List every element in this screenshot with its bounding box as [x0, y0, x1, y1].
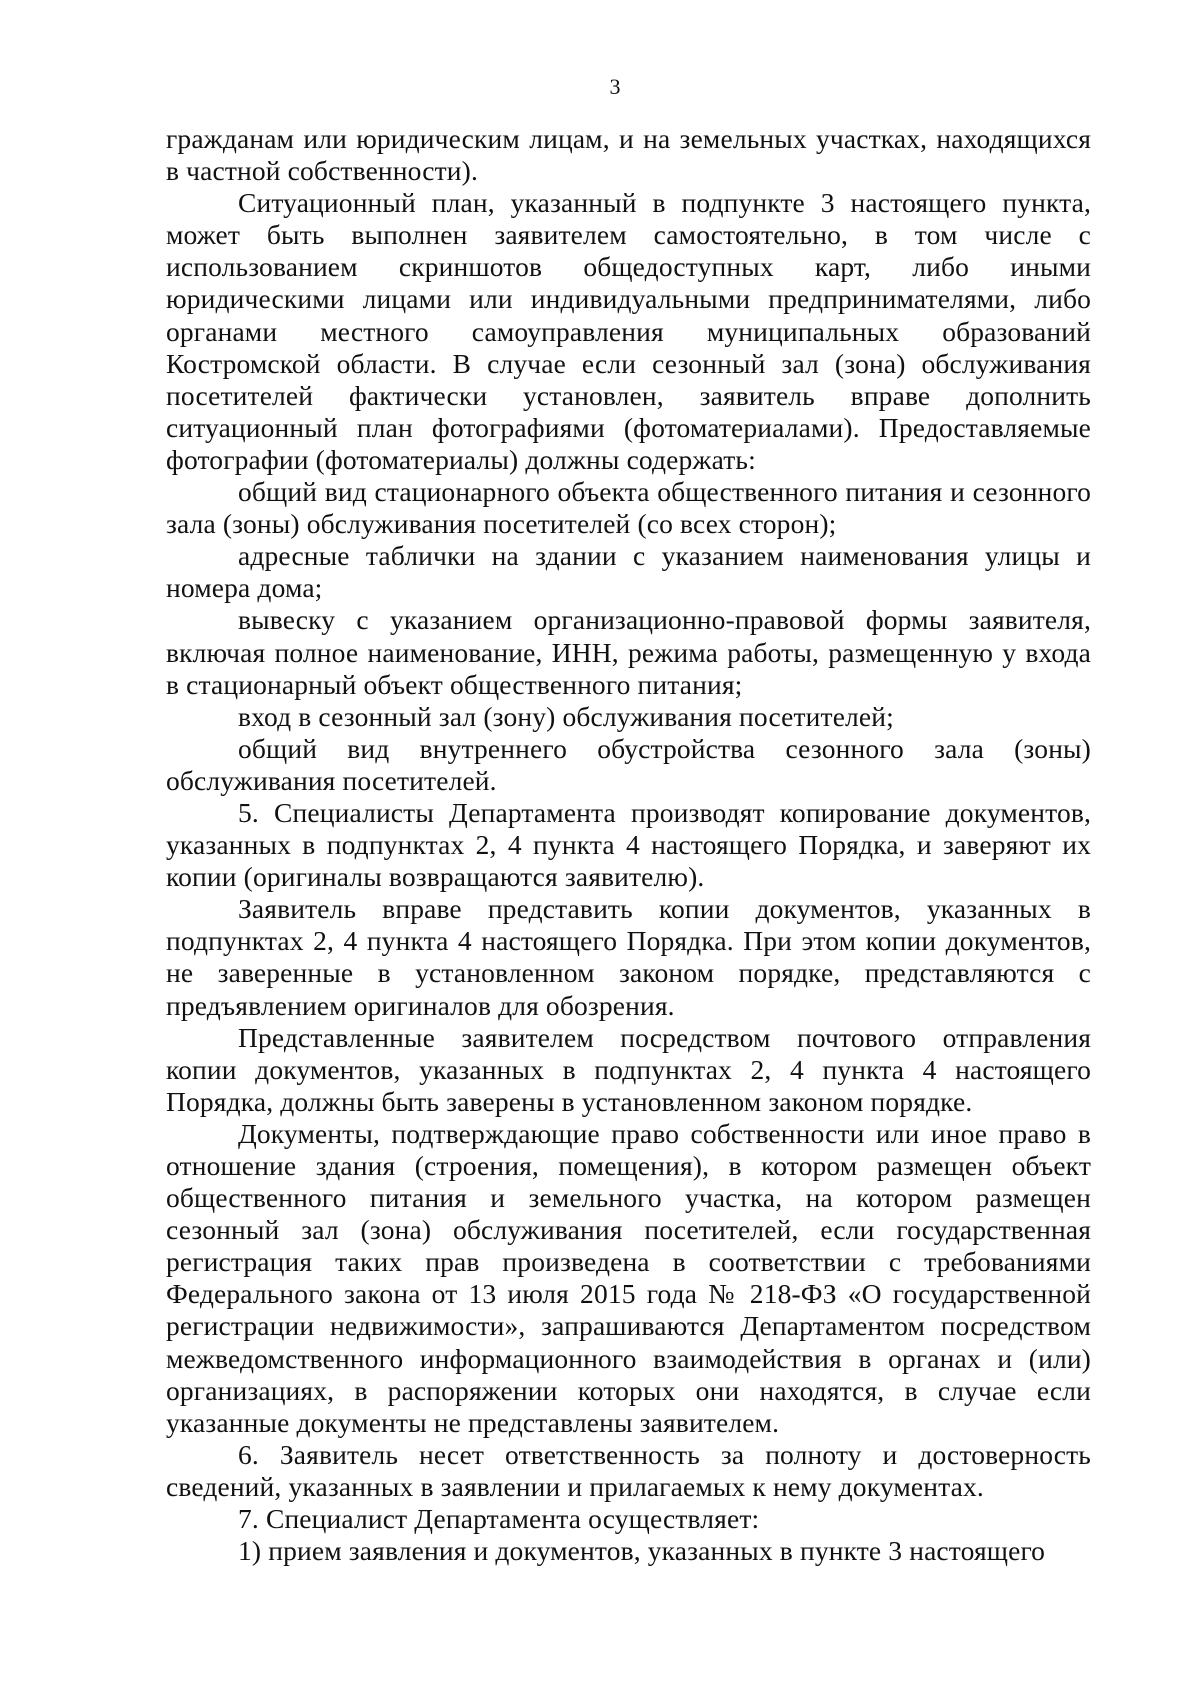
paragraph: Заявитель вправе представить копии документов, указанных в подпунктах 2, 4 пункта 4 настоящего Порядка. При этом копии документов, не заверенные в установленном законом порядке, представляются с предъявлением оригиналов для обозрения. — [166, 893, 1091, 1021]
paragraph: Документы, подтверждающие право собственности или иное право в отношение здания (строения, помещения), в котором размещен объект общественного питания и земельного участка, на котором размещен сезонный зал (зона) обслуживания посетителей, если государственная регистрация таких прав произведена в соответствии с требованиями Федерального закона от 13 июля 2015 года № 218-ФЗ «О государственной регистрации недвижимости», запрашиваются Департаментом посредством межведомственного информационного взаимодействия в органах и (или) организациях, в распоряжении которых они находятся, в случае если указанные документы не представлены заявителем. — [166, 1117, 1091, 1438]
paragraph: 7. Специалист Департамента осуществляет: — [238, 1503, 760, 1535]
paragraph: общий вид внутреннего обустройства сезонного зала (зоны) обслуживания посетителей. — [166, 732, 1091, 796]
paragraph: гражданам или юридическим лицам, и на земельных участках, находящихся в частной собственности). — [166, 123, 1091, 187]
paragraph: Представленные заявителем посредством почтового отправления копии документов, указанных в подпунктах 2, 4 пункта 4 настоящего Порядка, должны быть заверены в установленном законом порядке. — [166, 1021, 1091, 1117]
paragraph: Ситуационный план, указанный в подпункте 3 настоящего пункта, может быть выполнен заявителем самостоятельно, в том числе с использованием скриншотов общедоступных карт, либо иными юридическими лицами или индивидуальными предпринимателями, либо органами местного самоуправления муниципальных образований Костромской области. В случае если сезонный зал (зона) обслуживания посетителей фактически установлен, заявитель вправе дополнить ситуационный план фотографиями (фотоматериалами). Предоставляемые фотографии (фотоматериалы) должны содержать: — [166, 187, 1091, 475]
paragraph: 1) прием заявления и документов, указанных в пункте 3 настоящего — [238, 1535, 1046, 1567]
paragraph: 6. Заявитель несет ответственность за полноту и достоверность сведений, указанных в заявлении и прилагаемых к нему документах. — [166, 1438, 1091, 1502]
paragraph: вход в сезонный зал (зону) обслуживания посетителей; — [238, 700, 894, 732]
page-number: 3 — [609, 74, 621, 99]
paragraph: 5. Специалисты Департамента производят копирование документов, указанных в подпунктах 2, 4 пункта 4 настоящего Порядка, и заверяют их копии (оригиналы возвращаются заявителю). — [166, 796, 1091, 893]
paragraph: общий вид стационарного объекта общественного питания и сезонного зала (зоны) обслуживания посетителей (со всех сторон); — [166, 476, 1091, 540]
document-body — [166, 123, 1091, 1567]
paragraph: адресные таблички на здании с указанием наименования улицы и номера дома; — [166, 540, 1091, 604]
paragraph: вывеску с указанием организационно-правовой формы заявителя, включая полное наименование, ИНН, режима работы, размещенную у входа в стационарный объект общественного питания; — [166, 604, 1091, 700]
